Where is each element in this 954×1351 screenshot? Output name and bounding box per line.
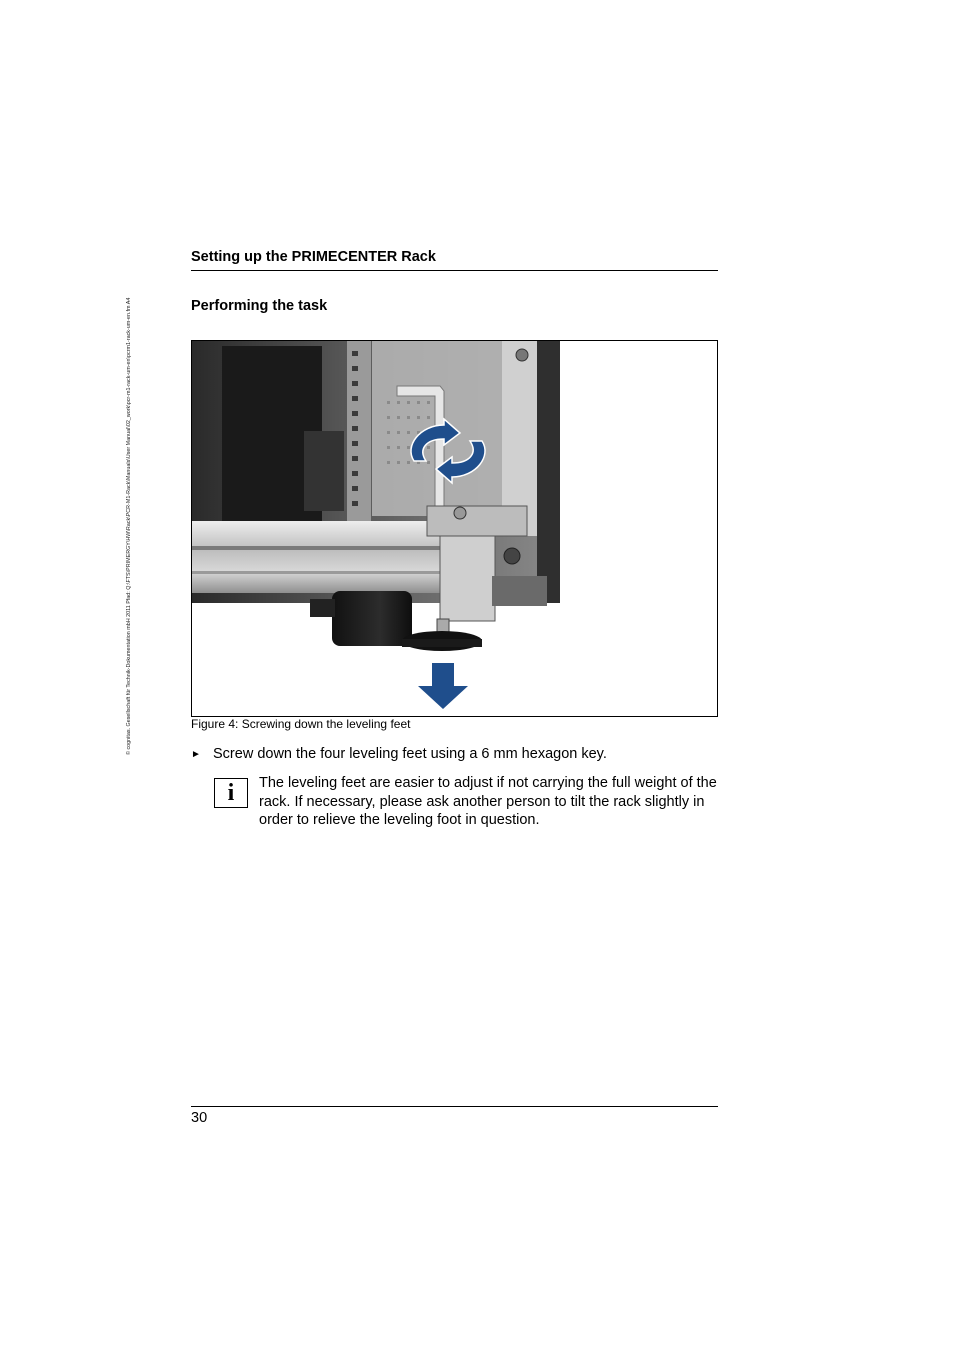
- caster-wheel: [332, 591, 412, 646]
- figure-leveling-feet: [191, 340, 718, 717]
- side-path-note: [124, 245, 136, 755]
- section-title: Performing the task: [191, 298, 328, 314]
- leveling-foot-pad: [402, 639, 482, 647]
- rail-groove-lower: [192, 571, 452, 574]
- base-rail: [192, 521, 452, 593]
- foot-bracket: [440, 536, 495, 621]
- bracket-nut: [504, 548, 520, 564]
- instruction-step: [191, 746, 607, 762]
- mounting-strip: [347, 341, 371, 521]
- caster-nut: [310, 599, 335, 617]
- door-edge: [537, 341, 560, 603]
- corner-bracket: [427, 506, 527, 536]
- header-rule: [191, 270, 718, 271]
- bracket-plate: [492, 576, 547, 606]
- bracket-bolt: [454, 507, 466, 519]
- down-arrow-icon: [418, 663, 468, 709]
- running-head: Setting up the PRIMECENTER Rack: [191, 249, 436, 265]
- page-number: 30: [191, 1110, 208, 1126]
- rail-groove: [192, 546, 452, 550]
- frame-screw: [516, 349, 528, 361]
- rack-photo-illustration: [192, 341, 717, 716]
- footer-rule: [191, 1106, 718, 1107]
- step-text: Screw down the four leveling feet using a 6 mm hexagon key.: [213, 746, 607, 762]
- info-note: The leveling feet are easier to adjust if not carrying the full weight of the rack. If necessary, please ask another person to tilt the rack slightly in order to relieve the leveling foot in question.: [259, 775, 717, 828]
- step-marker-icon: ►: [191, 748, 201, 760]
- info-icon: i: [214, 778, 248, 808]
- figure-caption: Figure 4: Screwing down the leveling feet: [191, 717, 411, 731]
- rack-panel-mid: [304, 431, 344, 511]
- side-path-note-text: © cognitas. Gesellschaft für Technik-Dokumentation mbH 2011 Pfad: Q:\FTS\PRIMERGY\HW\Rack\PCR-M1-Rack\Manuals\User Manual\02_work\pcr-m1-rack-um-en\pcrm1-rack-um-en.fm A4: [126, 297, 132, 755]
